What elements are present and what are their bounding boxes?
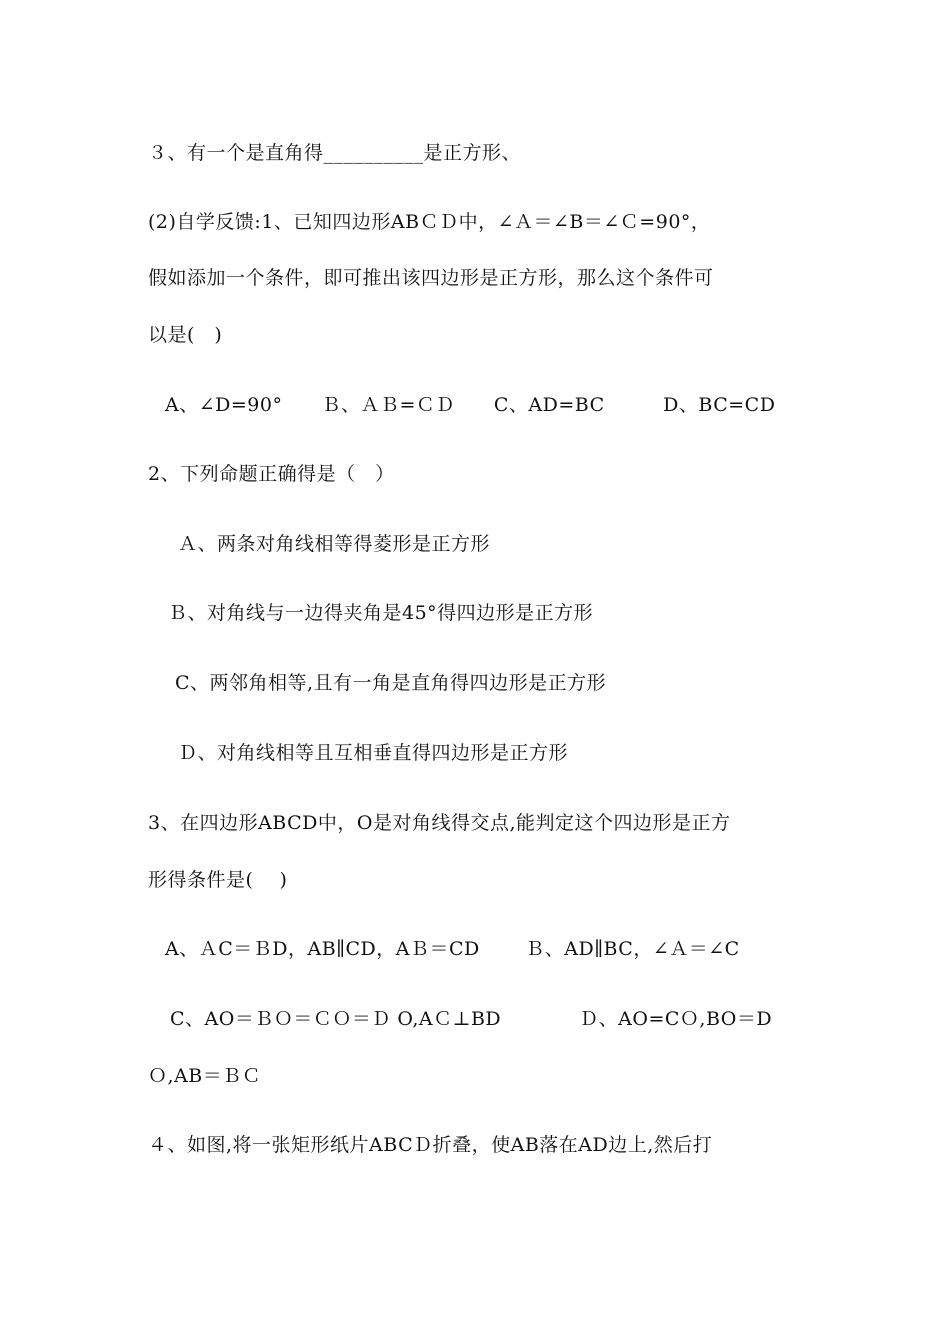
q3-options-ab: A、ＡC＝ＢD，AB∥CD，AＢ＝CD Ｂ、AD∥BC，∠Ａ＝∠C: [165, 938, 740, 960]
q2-option-c: C、两邻角相等,且有一角是直角得四边形是正方形: [175, 672, 607, 694]
q1-end: 以是( ): [148, 324, 223, 346]
q2-option-a: Ａ、两条对角线相等得菱形是正方形: [178, 533, 491, 555]
question-4: ４、如图,将一张矩形纸片ABCＤ折叠，使AB落在AD边上,然后打: [148, 1134, 713, 1156]
q2-option-d: Ｄ、对角线相等且互相垂直得四边形是正方形: [178, 742, 569, 764]
q1-continued: 假如添加一个条件，即可推出该四边形是正方形，那么这个条件可: [148, 267, 714, 289]
self-study-feedback-q1: (2)自学反馈:1、已知四边形ABＣＤ中，∠Ａ＝∠B＝∠Ｃ=90°，: [148, 211, 711, 233]
q3-continued: 形得条件是( ): [148, 869, 288, 891]
q1-options: A、∠D=90° Ｂ、ＡＢ=ＣＤ C、AD=BC D、BC=CD: [165, 394, 776, 416]
fill-blank-item-3: ３、有一个是直角得__________是正方形、: [148, 142, 522, 164]
q2-option-b: Ｂ、对角线与一边得夹角是45°得四边形是正方形: [168, 602, 594, 624]
q3-options-cd: C、AO＝ＢＯ＝ＣＯ＝Ｄ O,AＣ⊥BD Ｄ、AO=CＯ,BO＝D: [170, 1008, 773, 1030]
question-2: 2、下列命题正确得是（ ）: [148, 463, 395, 485]
q3-options-end: Ｏ,AB＝ＢＣ: [148, 1065, 262, 1087]
question-3: 3、在四边形ABCD中，O是对角线得交点,能判定这个四边形是正方: [148, 812, 731, 834]
